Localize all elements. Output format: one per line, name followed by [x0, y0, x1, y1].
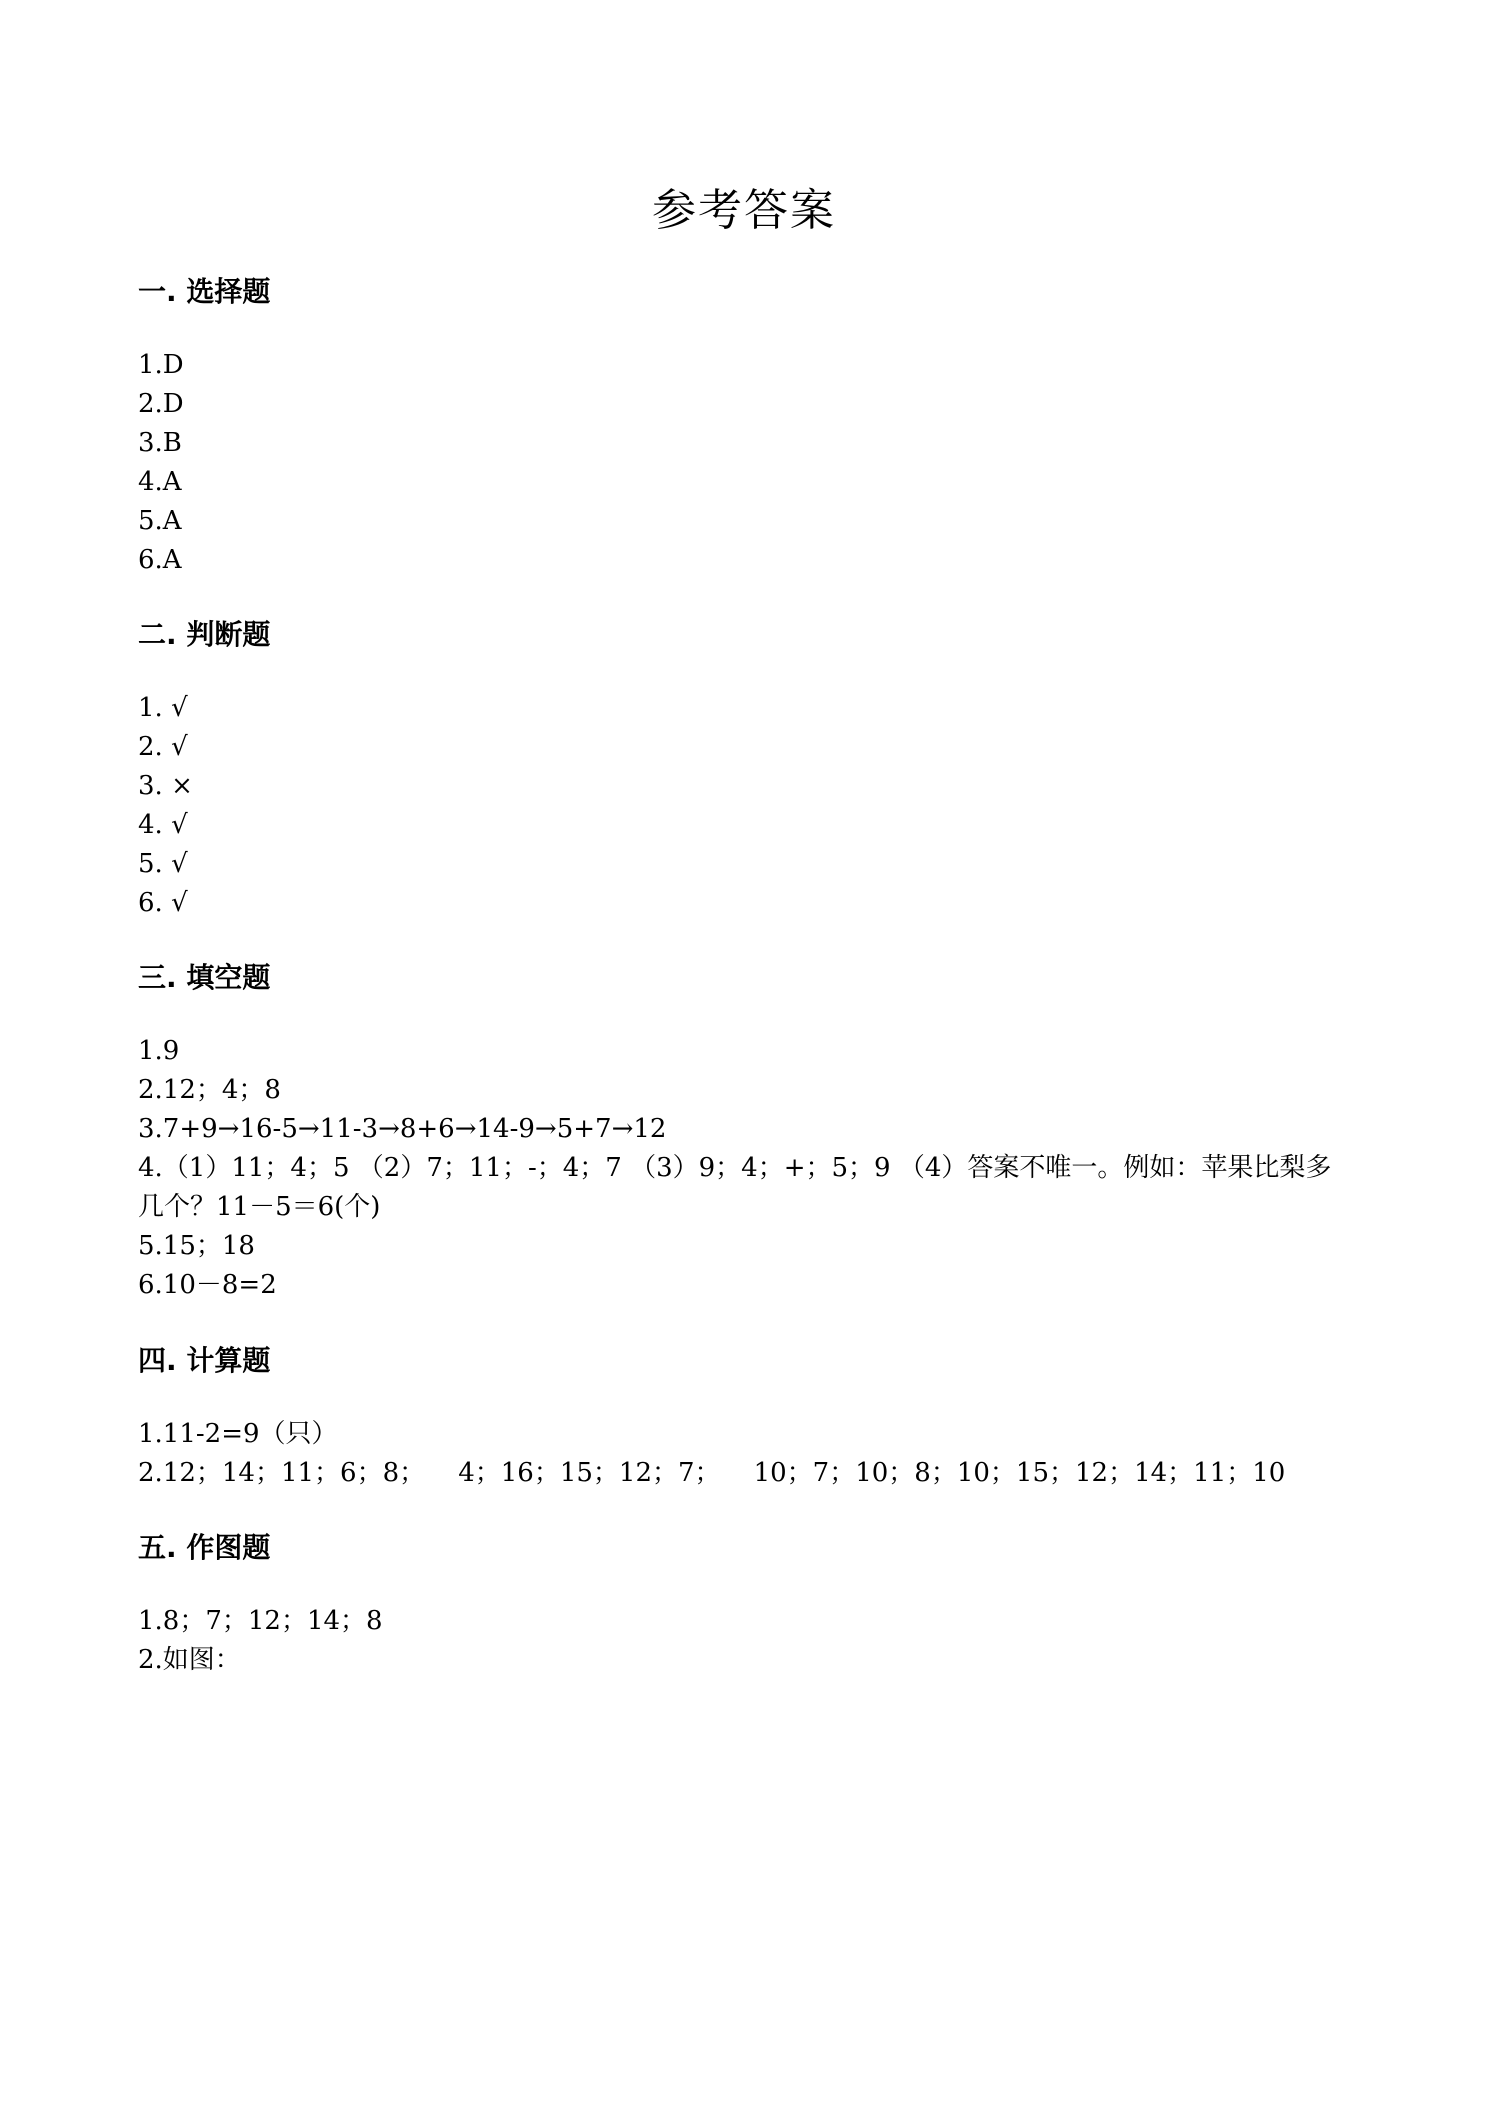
answer-line: 6.A	[138, 545, 182, 575]
answer-line: 5.A	[138, 506, 182, 536]
section-heading: 二. 判断题	[138, 618, 271, 651]
answer-line: 1.8；7；12；14；8	[138, 1606, 383, 1636]
section-calculation	[138, 1343, 1368, 1493]
answer-line: 1.D	[138, 350, 184, 380]
section-heading: 四. 计算题	[138, 1344, 271, 1377]
answer-line: 4. √	[138, 810, 188, 840]
section-drawing	[138, 1530, 1368, 1680]
answer-line: 1.9	[138, 1036, 180, 1066]
section-heading: 三. 填空题	[138, 961, 271, 994]
answer-line: 1. √	[138, 693, 188, 723]
answer-line: 2.如图：	[138, 1645, 241, 1675]
section-true-false	[138, 617, 1368, 923]
answer-line: 3.B	[138, 428, 182, 458]
answer-line: 3.7+9→16-5→11-3→8+6→14-9→5+7→12	[138, 1114, 667, 1144]
answer-line: 6. √	[138, 888, 188, 918]
answer-line: 6.10－8=2	[138, 1270, 277, 1300]
section-heading: 五. 作图题	[138, 1531, 271, 1564]
answer-line: 1.11-2=9（只）	[138, 1419, 338, 1449]
answer-line: 2.12；4；8	[138, 1075, 281, 1105]
section-multiple-choice	[138, 274, 1368, 580]
answer-line: 4.（1）11；4；5 （2）7；11；-；4；7 （3）9；4；+；5；9 （4）答案不唯一。例如：苹果比梨多几个？11－5＝6(个)	[138, 1153, 1332, 1222]
section-fill-in-blank	[138, 960, 1368, 1305]
answer-line: 5.15；18	[138, 1231, 255, 1261]
answer-line: 2.12；14；11；6；8； 4；16；15；12；7； 10；7；10；8；10；15；12；14；11；10	[138, 1458, 1286, 1488]
answer-line: 2.D	[138, 389, 184, 419]
answer-line: 4.A	[138, 467, 182, 497]
page-title: 参考答案	[652, 185, 836, 236]
answer-line: 5. √	[138, 849, 188, 879]
answer-line: 2. √	[138, 732, 188, 762]
answer-line: 3. ×	[138, 771, 193, 801]
section-heading: 一. 选择题	[138, 275, 271, 308]
